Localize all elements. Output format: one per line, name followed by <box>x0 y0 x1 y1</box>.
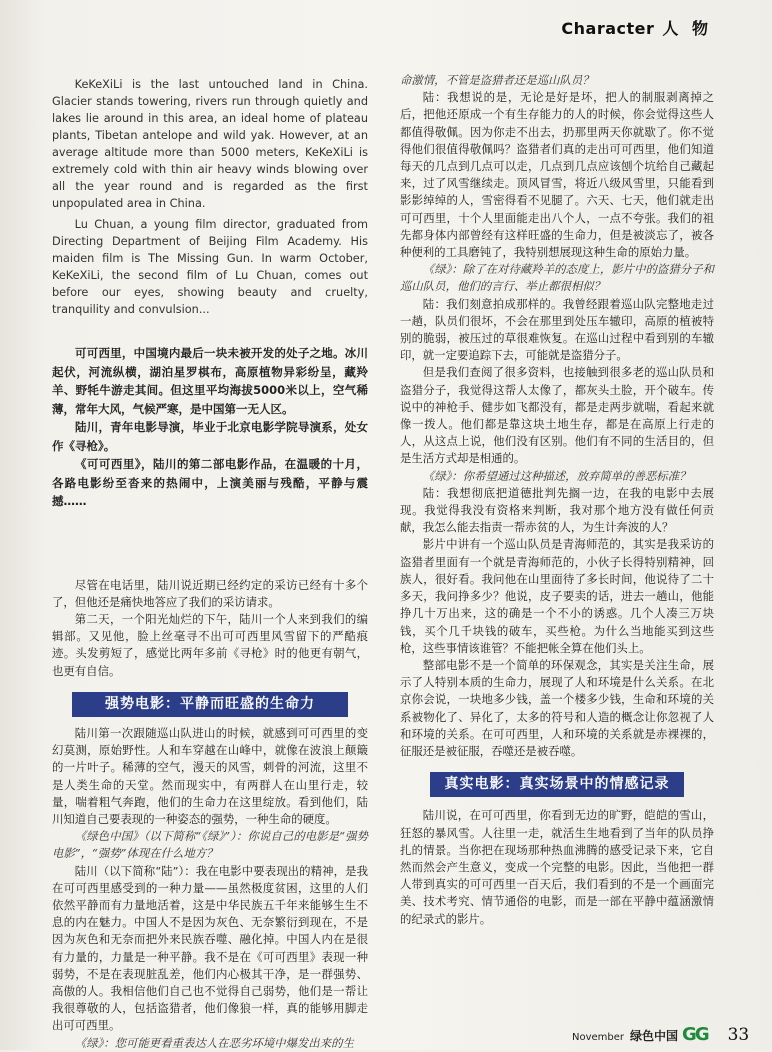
body-paragraph: 陆：我想彻底把道德批判先搁一边，在我的电影中去展现。我觉得我没有资格来判断，我对那个地方没有做任何贡献，我怎么能去指责一帮赤贫的人，为生计奔波的人？ <box>400 485 714 535</box>
chinese-lead <box>52 344 368 511</box>
magazine-logo: GG <box>682 1024 708 1045</box>
interview-question: 《绿》：你希望通过这种描述，放弃简单的善恶标准？ <box>422 468 691 483</box>
lead-paragraph: 可可西里，中国境内最后一块未被开发的处子之地。冰川起伏，河流纵横，湖泊星罗棋布，高原植物异彩纷呈，藏羚羊、野牦牛游走其间。但这里平均海拔5000米以上，空气稀薄，常年大风，气候严寒，是中国第一无人区。 <box>52 346 368 416</box>
body-paragraph: 但是我们查阅了很多资料，也接触到很多老的巡山队员和盗猎分子，我觉得这帮人太像了，都灰头土脸，开个破车。传说中的神枪手、健步如飞都没有，都是走两步就喘，看起来就像一拨人。他们都是靠这块土地生存，都是在高原上行走的人，从这点上说，他们没有区别。他们有不同的生活目的，但是生活方式却是相通的。 <box>400 365 714 466</box>
page-footer <box>572 1024 749 1045</box>
body-paragraph: 影片中讲有一个巡山队员是青海师范的，其实是我采访的盗猎者里面有一个就是青海师范的，小伙子长得特别精神，回族人，很好看。我问他在山里面待了多长时间，他说待了二十多天，我问挣多少？他说，皮子要卖的话，进去一趟山，他能挣几十万出来，这的确是一个不小的诱惑。几个人凑三万块钱，买个几千块钱的破车，买些枪。为什么当地能买到这些枪，这些事情该谁管？不能把帐全算在他们头上。 <box>400 537 714 655</box>
body-paragraph: 第二天，一个阳光灿烂的下午，陆川一个人来到我们的编辑部。又见他，脸上丝毫寻不出可可西里风雪留下的严酷痕迹。头发剪短了，感觉比两年多前《寻枪》时的他更有朝气，也更有自信。 <box>52 611 368 678</box>
english-summary-paragraph: KeKeXiLi is the last untouched land in China. Glacier stands towering, rivers run through quietly and lakes lie around in this area, an ideal home of plateau plants, Tibetan antelope and wild yak. However, at an average altitude more than 5000 meters, KeKeXiLi is extremely cold with thin air heavy winds blowing over all the year round and is regarded as the first unpopulated area in China. <box>52 78 368 210</box>
interview-question: 《绿》：除了在对待藏羚羊的态度上，影片中的盗猎分子和巡山队员，他们的言行、举止都很相似？ <box>400 262 714 294</box>
body-paragraph: 陆川说，在可可西里，你看到无边的旷野，皑皑的雪山，狂怒的暴风雪。人往里一走，就活生生地看到了当年的队员挣扎的情景。当你把在现场那种热血沸腾的感受记录下来，它自然而然会产生意义，变成一个完整的电影。因此，当他把一群人带到真实的可可西里一百天后，我们看到的不是一个画面完美、技术考究、情节通俗的电影，而是一部在平静中蕴涵激情的纪录式的影片。 <box>400 808 714 926</box>
english-summary-paragraph: Lu Chuan, a young film director, graduated from Directing Department of Beijing Film Academy. His maiden film is The Missing Gun. In warm October, KeKeXiLi, the second film of Lu Chuan, comes out before our eyes, showing beauty and cruelty, tranquility and convulsion... <box>52 218 368 316</box>
body-paragraph: 尽管在电话里，陆川说近期已经约定的采访已经有十多个了，但他还是痛快地答应了我们的采访请求。 <box>52 577 368 609</box>
header-zh: 人 物 <box>662 19 712 38</box>
header-en: Character <box>561 19 655 38</box>
section-heading-strong-film: 强势电影：平静而旺盛的生命力 <box>72 692 348 717</box>
right-column <box>400 72 714 928</box>
interview-question: 《绿色中国》（以下简称“《绿》”）：你说自己的电影是“强势电影”，“强势”体现在什么地方？ <box>52 829 368 861</box>
body-paragraph: 整部电影不是一个简单的环保观念，其实是关注生命，展示了人特别本质的生命力，展现了人和环境是什么关系。在北京你会说，一块地多少钱，盖一个楼多少钱，生命和环境的关系被物化了、异化了，太多的符号和人造的概念让你忽视了人和环境的关系。在可可西里，人和环境的关系就是赤裸裸的，征服还是被征服，吞噬还是被吞噬。 <box>400 657 714 758</box>
section-heading-real-film: 真实电影：真实场景中的情感记录 <box>430 772 684 797</box>
footer-month: November <box>572 1032 625 1043</box>
section-header <box>561 16 712 39</box>
lead-paragraph: 陆川，青年电影导演，毕业于北京电影学院导演系，处女作《寻枪》。 <box>52 420 368 453</box>
interview-question-continued: 命激情，不管是盗猎者还是巡山队员？ <box>400 73 594 87</box>
left-column <box>52 76 368 1052</box>
lead-paragraph: 《可可西里》，陆川的第二部电影作品，在温暖的十月，各路电影纷至沓来的热闹中，上演美丽与残酷，平静与震撼…… <box>52 457 368 508</box>
body-paragraph: 陆川（以下简称“陆”）：我在电影中要表现出的精神，是我在可可西里感受到的一种力量——虽然极度贫困，这里的人们依然平静而有力量地活着，这是中华民族五千年来能够生生不息的内在魅力。中国人不是因为灰色、无奈繁衍到现在，不是因为灰色和无奈而把外来民族吞噬、融化掉。中国人内在是很有力量的，力量是一种平静。我不是在《可可西里》表现一种弱势，不是在表现脏乱差，他们内心极其干净，是一群强势、高傲的人。我相信他们自己也不觉得自己弱势，他们是一帮让我很尊敬的人，包括盗猎者，他们像狼一样，真的能够用脚走出可可西里。 <box>52 863 368 1033</box>
body-paragraph: 陆：我想说的是，无论是好是坏，把人的制服剥离掉之后，把他还原成一个有生存能力的人的时候，你会觉得这些人都值得敬佩。因为你走不出去，扔那里两天你就歇了。你不觉得他们很值得敬佩吗？盗猎者们真的走出可可西里，他们知道每天的几点到几点可以走，几点到几点应该刨个坑给自己藏起来，过了风雪继续走。顶风冒雪，将近八级风雪里，只能看到影影绰绰的人，雪密得看不见腿了。六天、七天，他们就走出可可西里，十个人里面能走出八个人，一点不夸张。我们的祖先都身体内部曾经有这样旺盛的生命力，但是被淡忘了，被各种便利的工具磨钝了，我特别想展现这种生命的原始力量。 <box>400 90 714 260</box>
interview-question: 《绿》：您可能更看重表达人在恶劣环境中爆发出来的生 <box>74 1035 354 1050</box>
footer-magazine-name: 绿色中国 <box>630 1029 679 1043</box>
body-paragraph: 陆川第一次跟随巡山队进山的时候，就感到可可西里的变幻莫测，原始野性。人和车穿越在山峰中，就像在波浪上颠簸的一片叶子。稀薄的空气，漫天的风雪，刺骨的河流，这里不是人类生命的天堂。然而现实中，有两群人在山里行走，较量，喘着粗气奔跑，他们的生命力在这里绽放。看到他们，陆川知道自己要表现的一种姿态的强势，一种生命的硬度。 <box>52 725 368 826</box>
body-paragraph: 陆：我们刻意拍成那样的。我曾经跟着巡山队完整地走过一趟，队员们很坏，不会在那里到处压车辙印，高原的植被特别的脆弱，被压过的草很难恢复。在巡山过程中看到别的车辙印，就一定要追踪下去，可能就是盗猎分子。 <box>400 296 714 363</box>
page-number: 33 <box>727 1025 750 1045</box>
